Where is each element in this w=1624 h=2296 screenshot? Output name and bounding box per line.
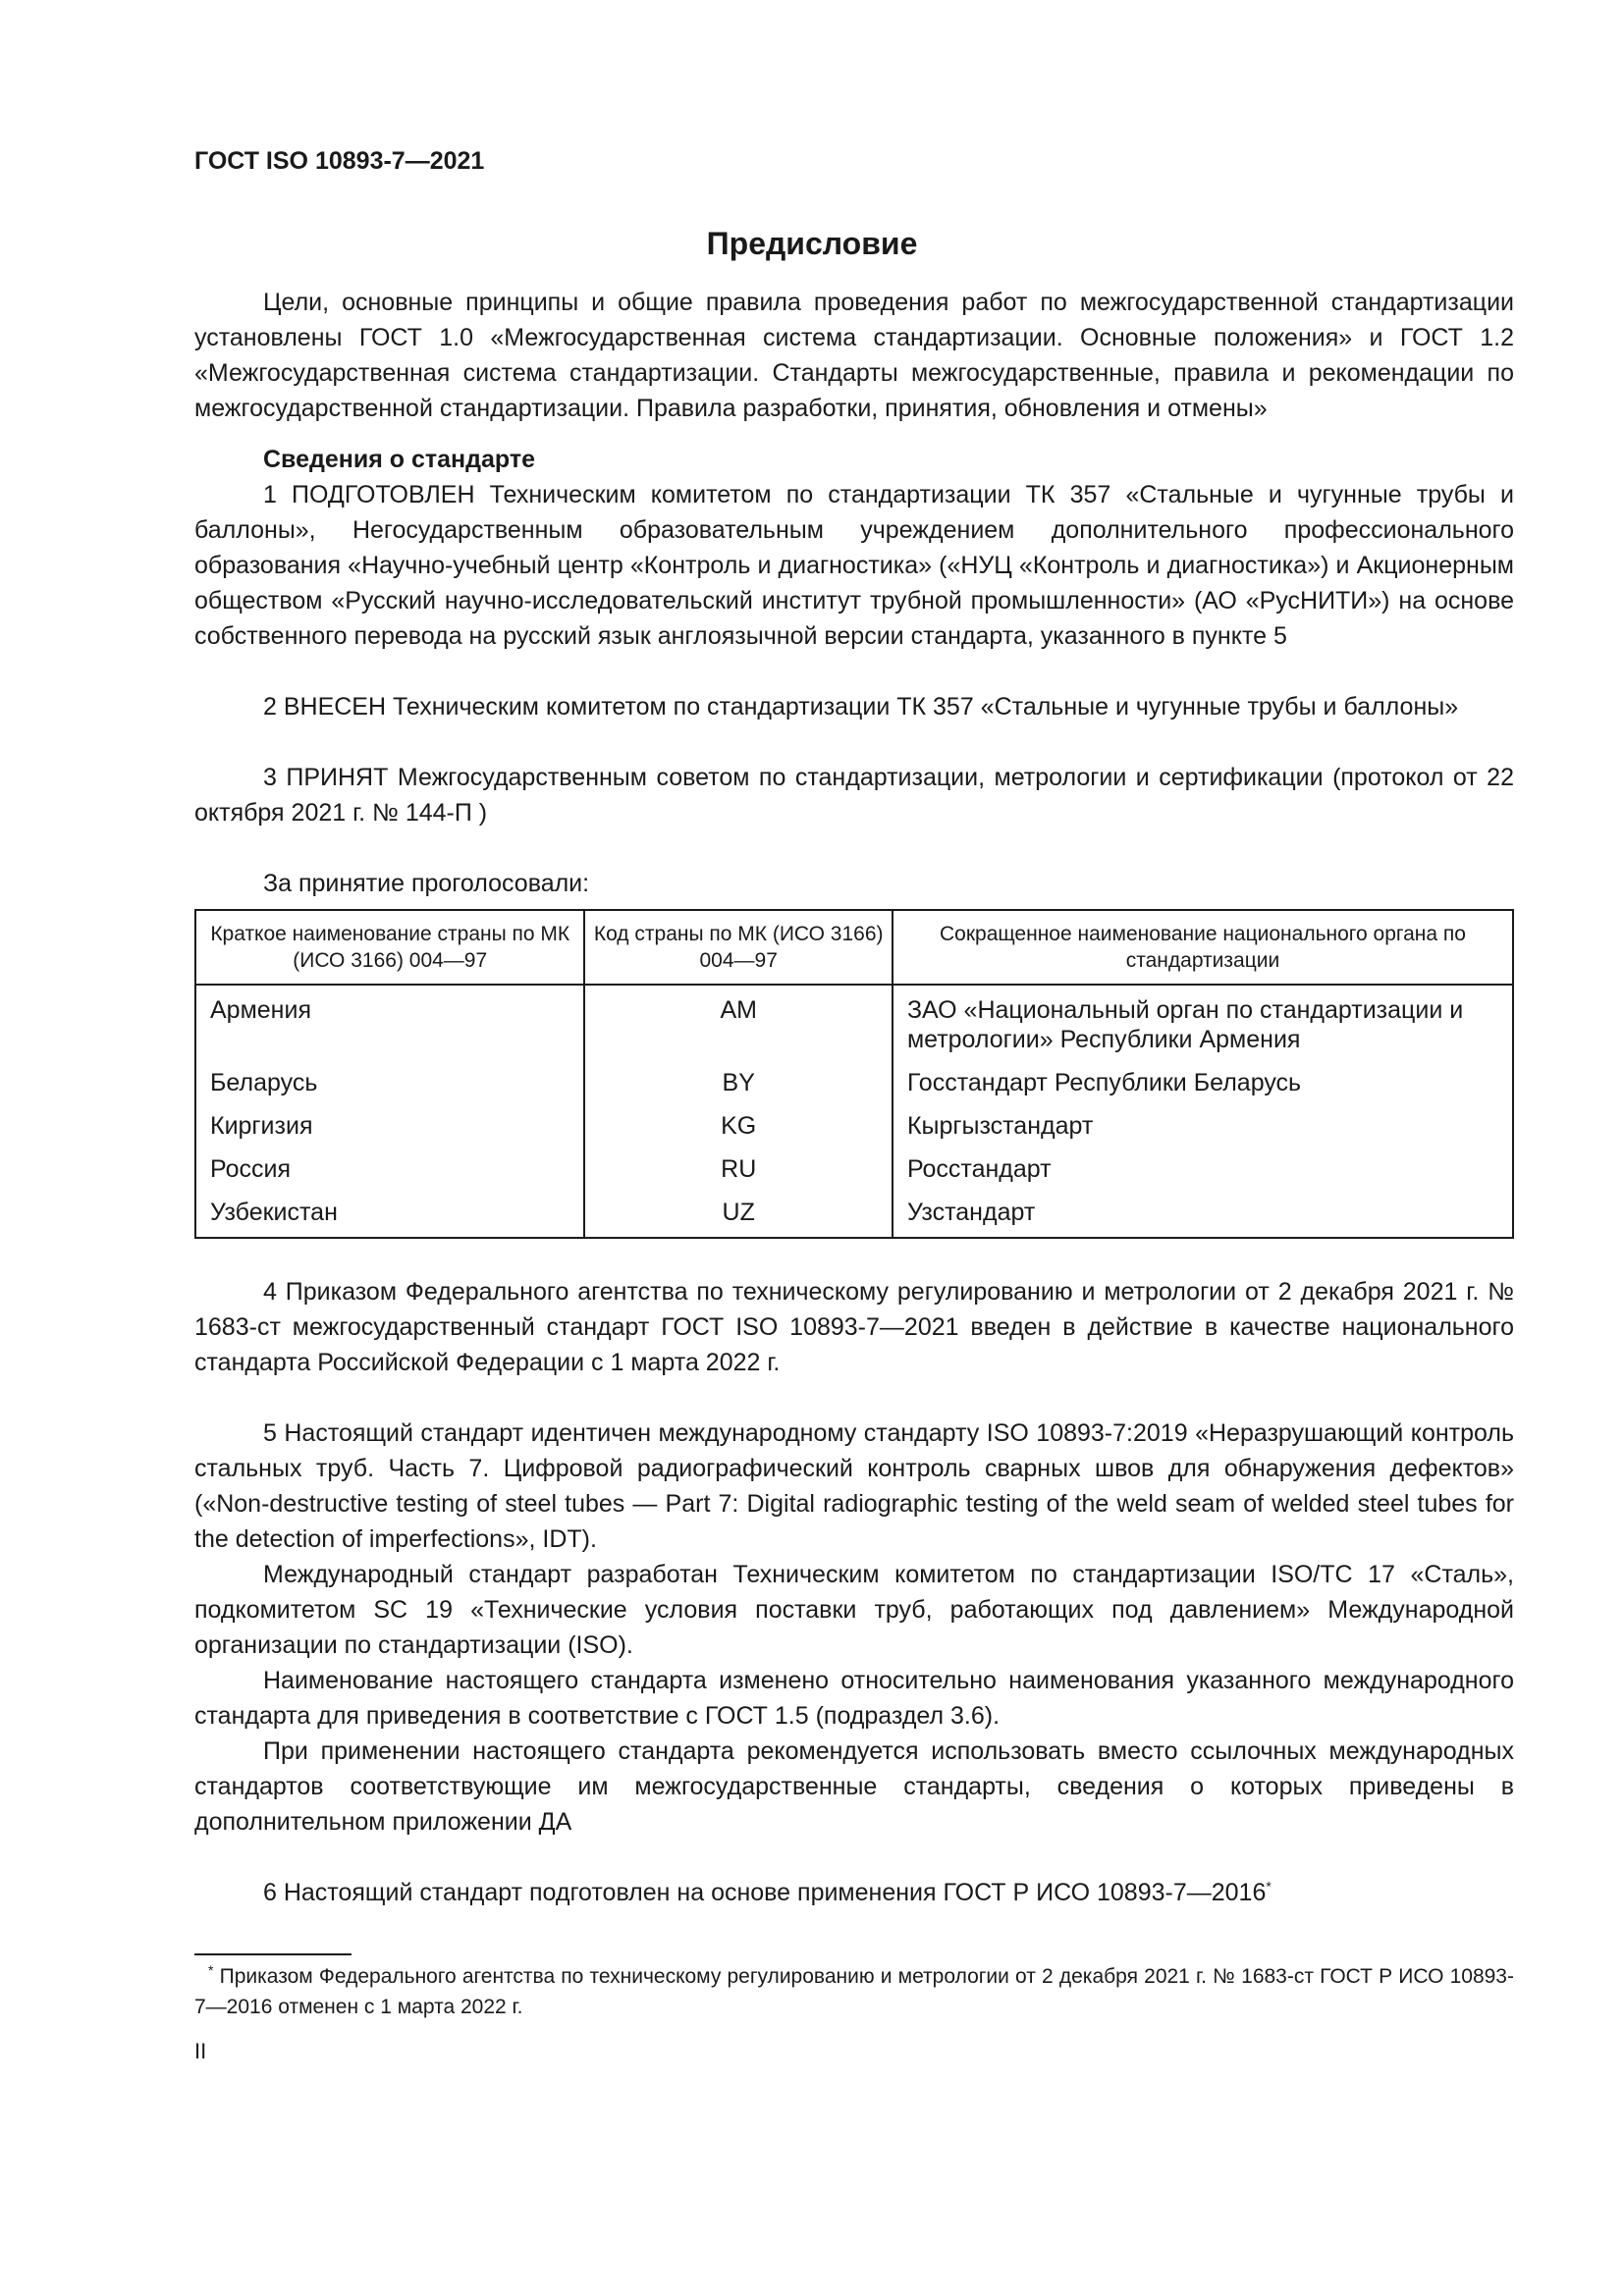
table-row	[195, 1194, 1513, 1238]
footnote-text: Приказом Федерального агентства по техническому регулированию и метрологии от 2 декабря 2021 г. № 1683-ст ГОСТ Р ИСО 10893-7—2016 отменен с 1 марта 2022 г.	[194, 1965, 1514, 2018]
page-title: Предисловие	[706, 226, 918, 261]
national-body: Узстандарт	[893, 1194, 1513, 1238]
table-row	[195, 985, 1513, 1064]
national-body: ЗАО «Национальный орган по стандартизации и метрологии» Республики Армения	[893, 985, 1513, 1064]
header-country-name: Краткое наименование страны по МК (ИСО 3166) 004—97	[195, 910, 584, 985]
vote-intro: За принятие проголосовали:	[263, 870, 590, 897]
header-country-code: Код страны по МК (ИСО 3166) 004—97	[584, 910, 892, 985]
country-name: Армения	[195, 985, 584, 1064]
footnote-divider	[194, 1953, 352, 1955]
document-body	[194, 285, 1514, 2069]
table-row	[195, 1150, 1513, 1194]
country-code: KG	[584, 1107, 892, 1150]
table-row	[195, 1107, 1513, 1150]
footnote	[194, 1961, 1514, 2022]
national-body: Росстандарт	[893, 1150, 1513, 1194]
country-code: AM	[584, 985, 892, 1064]
table-row	[195, 1064, 1513, 1107]
item-6-text: 6 Настоящий стандарт подготовлен на основе применения ГОСТ Р ИСО 10893-7—2016	[263, 1879, 1267, 1906]
national-body: Госстандарт Республики Беларусь	[893, 1064, 1513, 1107]
item-3-paragraph: 3 ПРИНЯТ Межгосударственным советом по стандартизации, метрологии и сертификации (протокол от 22 октября 2021 г. № 144-П )	[194, 764, 1514, 827]
item-2-paragraph: 2 ВНЕСЕН Техническим комитетом по стандартизации ТК 357 «Стальные и чугунные трубы и баллоны»	[263, 693, 1459, 721]
country-name: Россия	[195, 1150, 584, 1194]
page-number: II	[194, 2039, 207, 2063]
country-name: Беларусь	[195, 1064, 584, 1107]
country-name: Киргизия	[195, 1107, 584, 1150]
national-body: Кыргызстандарт	[893, 1107, 1513, 1150]
item-5-iso-committee: Международный стандарт разработан Техническим комитетом по стандартизации ISO/TC 17 «Сталь», подкомитетом SC 19 «Технические условия поставки труб, работающих под давлением» Международной организации по стандартизации (ISO).	[194, 1561, 1514, 1659]
country-name: Узбекистан	[195, 1194, 584, 1238]
country-code: RU	[584, 1150, 892, 1194]
item-5-references-note: При применении настоящего стандарта рекомендуется использовать вместо ссылочных международных стандартов соответствующие им межгосударственные стандарты, сведения о которых приведены в дополнительном приложении ДА	[194, 1737, 1514, 1836]
footnote-reference-marker: *	[1266, 1878, 1272, 1895]
country-code: UZ	[584, 1194, 892, 1238]
country-code: BY	[584, 1064, 892, 1107]
standard-code-header: ГОСТ ISO 10893-7—2021	[194, 147, 485, 175]
table-header-row	[195, 910, 1513, 985]
header-national-body: Сокращенное наименование национального органа по стандартизации	[893, 910, 1513, 985]
section-heading: Сведения о стандарте	[263, 446, 536, 473]
item-6-paragraph	[194, 1875, 1514, 1910]
item-5-title-change: Наименование настоящего стандарта изменено относительно наименования указанного международного стандарта для приведения в соответствие с ГОСТ 1.5 (подраздел 3.6).	[194, 1667, 1514, 1730]
item-5-paragraph: 5 Настоящий стандарт идентичен международному стандарту ISO 10893-7:2019 «Неразрушающий контроль стальных труб. Часть 7. Цифровой радиографический контроль сварных швов для обнаружения дефектов» («Non-destructive testing of steel tubes — Part 7: Digital radiographic testing of the weld seam of welded steel tubes for the detection of imperfections», IDT).	[194, 1419, 1514, 1553]
voting-table	[194, 909, 1514, 1239]
item-4-paragraph: 4 Приказом Федерального агентства по техническому регулированию и метрологии от 2 декабря 2021 г. № 1683-ст межгосударственный стандарт ГОСТ ISO 10893-7—2021 введен в действие в качестве национального стандарта Российской Федерации с 1 марта 2022 г.	[194, 1278, 1514, 1376]
item-1-paragraph: 1 ПОДГОТОВЛЕН Техническим комитетом по стандартизации ТК 357 «Стальные и чугунные трубы и баллоны», Негосударственным образовательным учреждением дополнительного профессионального образования «Научно-учебный центр «Контроль и диагностика» («НУЦ «Контроль и диагностика») и Акционерным обществом «Русский научно-исследовательский институт трубной промышленности» (АО «РусНИТИ») на основе собственного перевода на русский язык англоязычной версии стандарта, указанного в пункте 5	[194, 481, 1514, 650]
footnote-marker: *	[208, 1962, 214, 1978]
intro-paragraph: Цели, основные принципы и общие правила проведения работ по межгосударственной стандартизации установлены ГОСТ 1.0 «Межгосударственная система стандартизации. Основные положения» и ГОСТ 1.2 «Межгосударственная система стандартизации. Стандарты межгосударственные, правила и рекомендации по межгосударственной стандартизации. Правила разработки, принятия, обновления и отмены»	[194, 289, 1514, 422]
